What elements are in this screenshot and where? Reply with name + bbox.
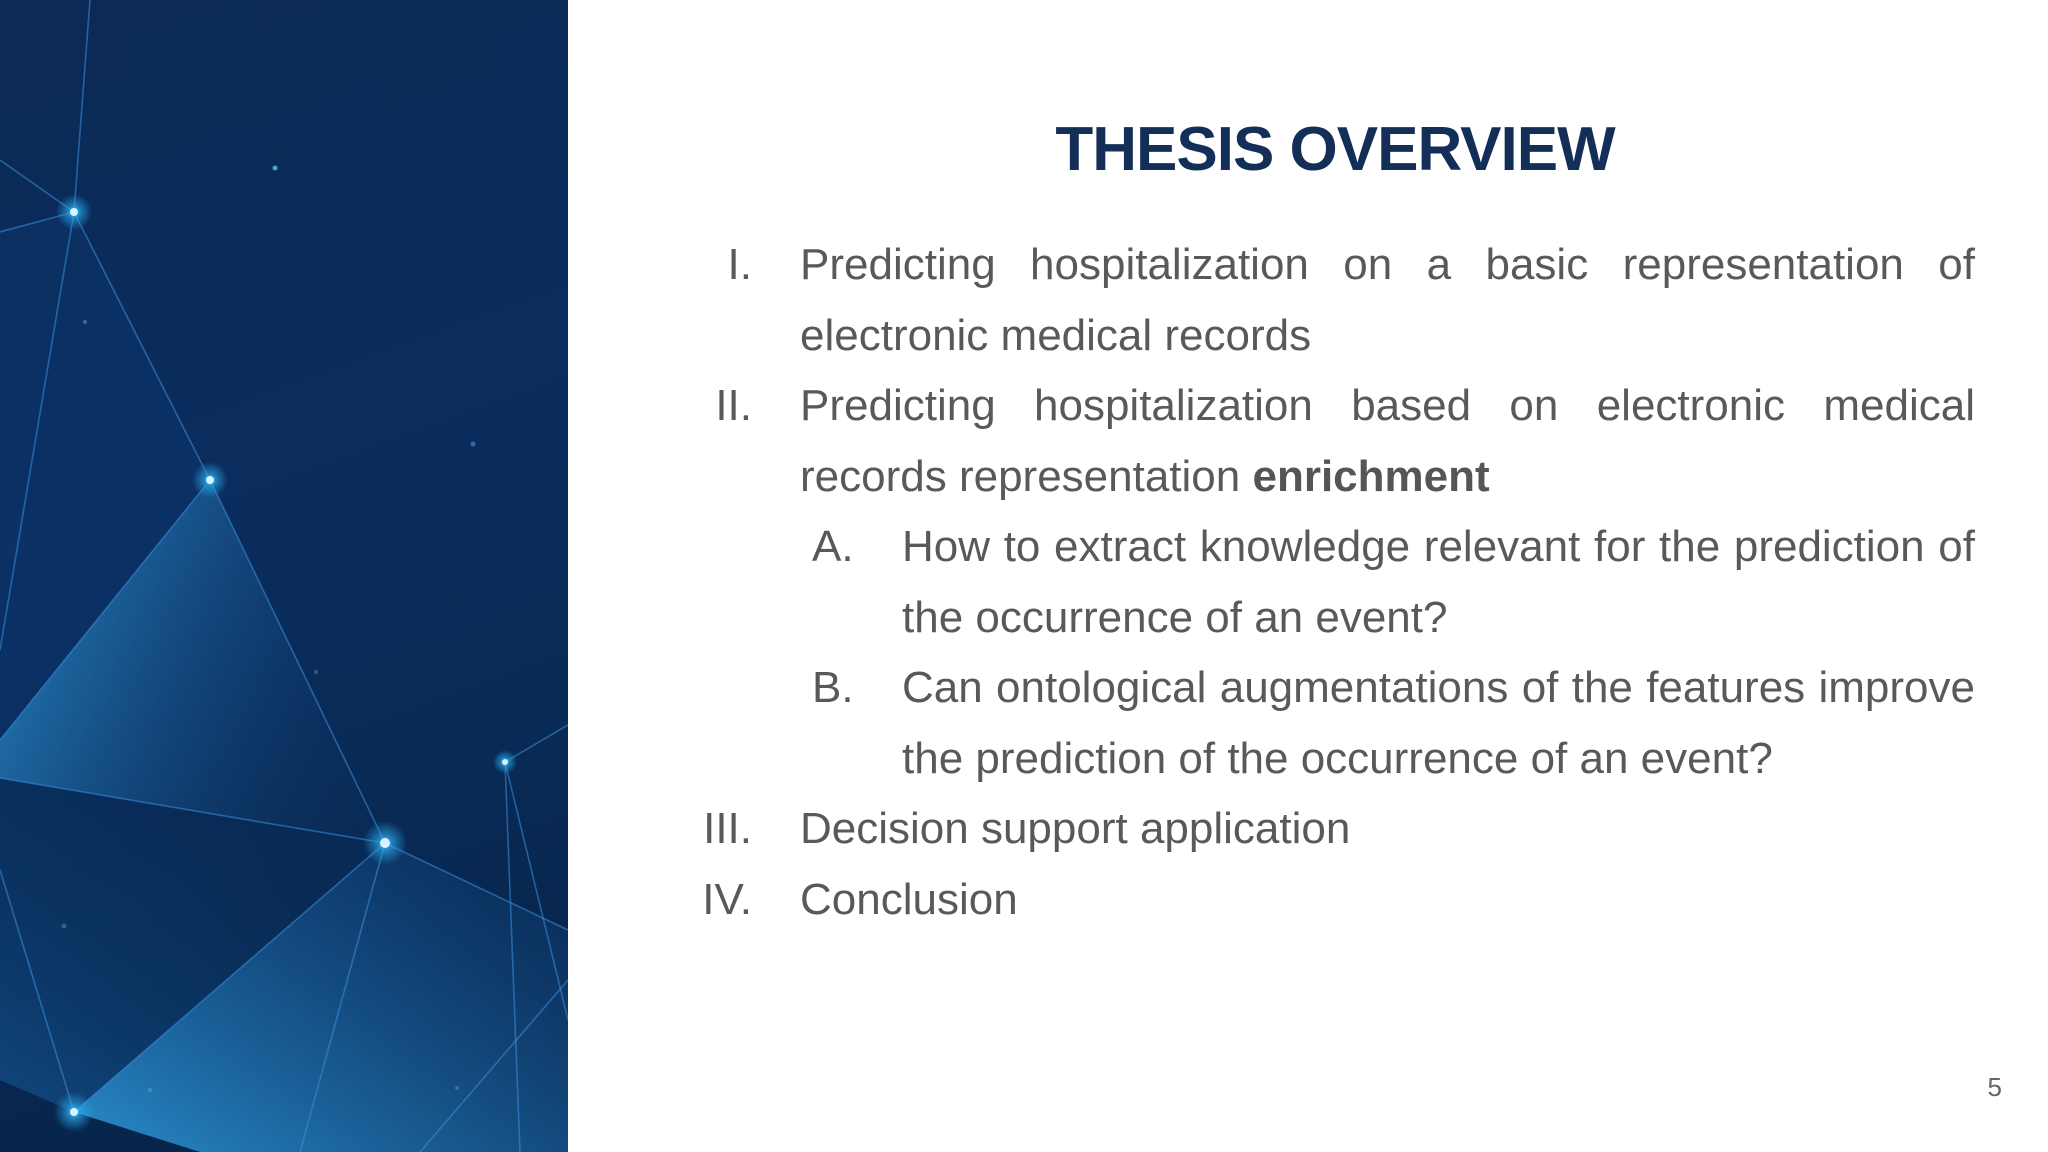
outline-item-4: [690, 865, 1975, 936]
glow-node: [70, 208, 78, 216]
item-number: IV.: [702, 874, 752, 924]
glow-node: [206, 476, 214, 484]
item-text: Decision support application: [800, 804, 1351, 853]
item-text-container: [800, 371, 1975, 512]
decorative-network-panel: [0, 0, 568, 1152]
item-emphasis: enrichment: [1252, 451, 1490, 501]
network-graphic: [0, 0, 568, 1152]
item-text: Predicting hospitalization based on electronic medical records representation: [800, 381, 1975, 501]
glow-node: [70, 1108, 78, 1116]
item-number: I.: [727, 240, 752, 289]
outline-subitem-b: [690, 653, 1975, 794]
subitem-text: How to extract knowledge relevant for the prediction of the occurrence of an event?: [902, 522, 1975, 642]
slide-title: THESIS OVERVIEW: [1055, 115, 1615, 184]
page-number: 5: [1987, 1072, 2002, 1102]
subitem-letter: A.: [812, 522, 854, 571]
item-number: III.: [703, 804, 752, 853]
outline-item-3: [690, 794, 1975, 865]
subitem-letter: B.: [812, 663, 854, 712]
item-number: II.: [715, 381, 752, 430]
item-text: Predicting hospitalization on a basic representation of electronic medical records: [800, 240, 1975, 360]
outline-item-1: [690, 230, 1975, 371]
glow-node: [380, 838, 390, 848]
item-text: Conclusion: [800, 874, 1018, 924]
glow-node: [502, 759, 508, 765]
outline-item-2: [690, 371, 1975, 512]
thesis-outline-list: [690, 230, 1975, 935]
outline-subitem-a: [690, 512, 1975, 653]
subitem-text: Can ontological augmentations of the features improve the prediction of the occurrence of an event?: [902, 663, 1975, 783]
